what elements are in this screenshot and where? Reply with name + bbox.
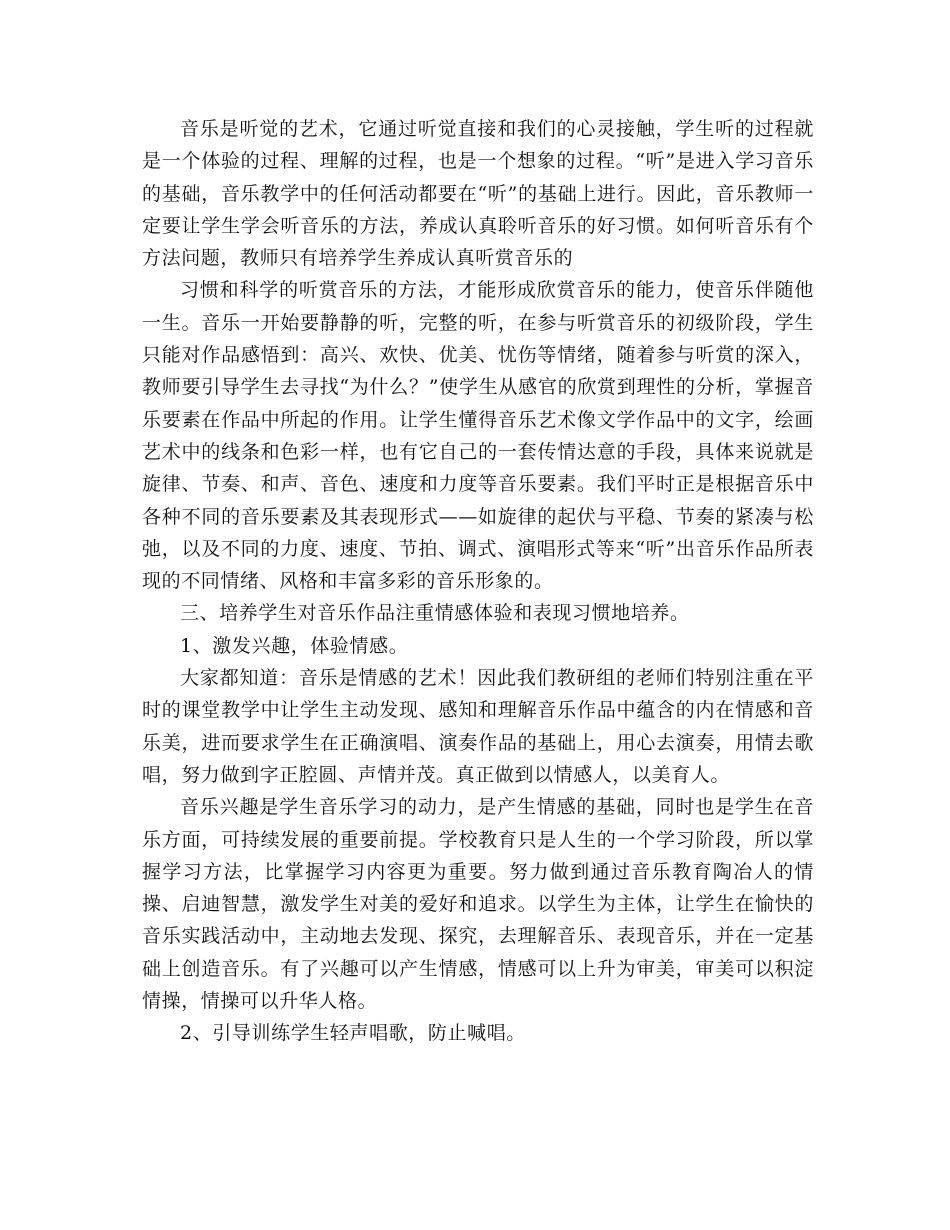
paragraph-emotion-art: 大家都知道：音乐是情感的艺术！因此我们教研组的老师们特别注重在平时的课堂教学中让学生主动发现、感知和理解音乐作品中蕴含的内在情感和音乐美，进而要求学生在正确演唱、演奏作品的基础上，用心去演奏，用情去歌唱，努力做到字正腔圆、声情并茂。真正做到以情感人，以美育人。 — [142, 667, 814, 786]
paragraph-listening-intro: 音乐是听觉的艺术，它通过听觉直接和我们的心灵接触，学生听的过程就是一个体验的过程、理解的过程，也是一个想象的过程。“听”是进入学习音乐的基础，音乐教学中的任何活动都要在“听”的基础上进行。因此，音乐教师一定要让学生学会听音乐的方法，养成认真聆听音乐的好习惯。如何听音乐有个方法问题，教师只有培养学生养成认真听赏音乐的 — [142, 118, 814, 270]
document-body — [142, 113, 814, 1050]
paragraph-listening-method: 习惯和科学的听赏音乐的方法，才能形成欣赏音乐的能力，使音乐伴随他一生。音乐一开始要静静的听，完整的听，在参与听赏音乐的初级阶段，学生只能对作品感悟到：高兴、欢快、优美、忧伤等情绪，随着参与听赏的深入，教师要引导学生去寻找“为什么？”使学生从感官的欣赏到理性的分析，掌握音乐要素在作品中所起的作用。让学生懂得音乐艺术像文学作品中的文字，绘画艺术中的线条和色彩一样，也有它自己的一套传情达意的手段，具体来说就是旋律、节奏、和声、音色、速度和力度等音乐要素。我们平时正是根据音乐中各种不同的音乐要素及其表现形式——如旋律的起伏与平稳、节奏的紧凑与松弛，以及不同的力度、速度、节拍、调式、演唱形式等来“听”出音乐作品所表现的不同情绪、风格和丰富多彩的音乐形象的。 — [142, 279, 814, 593]
paragraph-music-interest: 音乐兴趣是学生音乐学习的动力，是产生情感的基础，同时也是学生在音乐方面，可持续发展的重要前提。学校教育只是人生的一个学习阶段，所以掌握学习方法，比掌握学习内容更为重要。努力做到通过音乐教育陶冶人的情操、启迪智慧，激发学生对美的爱好和追求。以学生为主体，让学生在愉快的音乐实践活动中，主动地去发现、探究，去理解音乐、表现音乐，并在一定基础上创造音乐。有了兴趣可以产生情感，情感可以上升为审美，审美可以积淀情操，情操可以升华人格。 — [142, 796, 814, 1013]
subheading-one: 1、激发兴趣，体验情感。 — [180, 634, 409, 657]
section-heading-three: 三、培养学生对音乐作品注重情感体验和表现习惯地培养。 — [180, 602, 690, 625]
subheading-two: 2、引导训练学生轻声唱歌，防止喊唱。 — [180, 1022, 526, 1045]
